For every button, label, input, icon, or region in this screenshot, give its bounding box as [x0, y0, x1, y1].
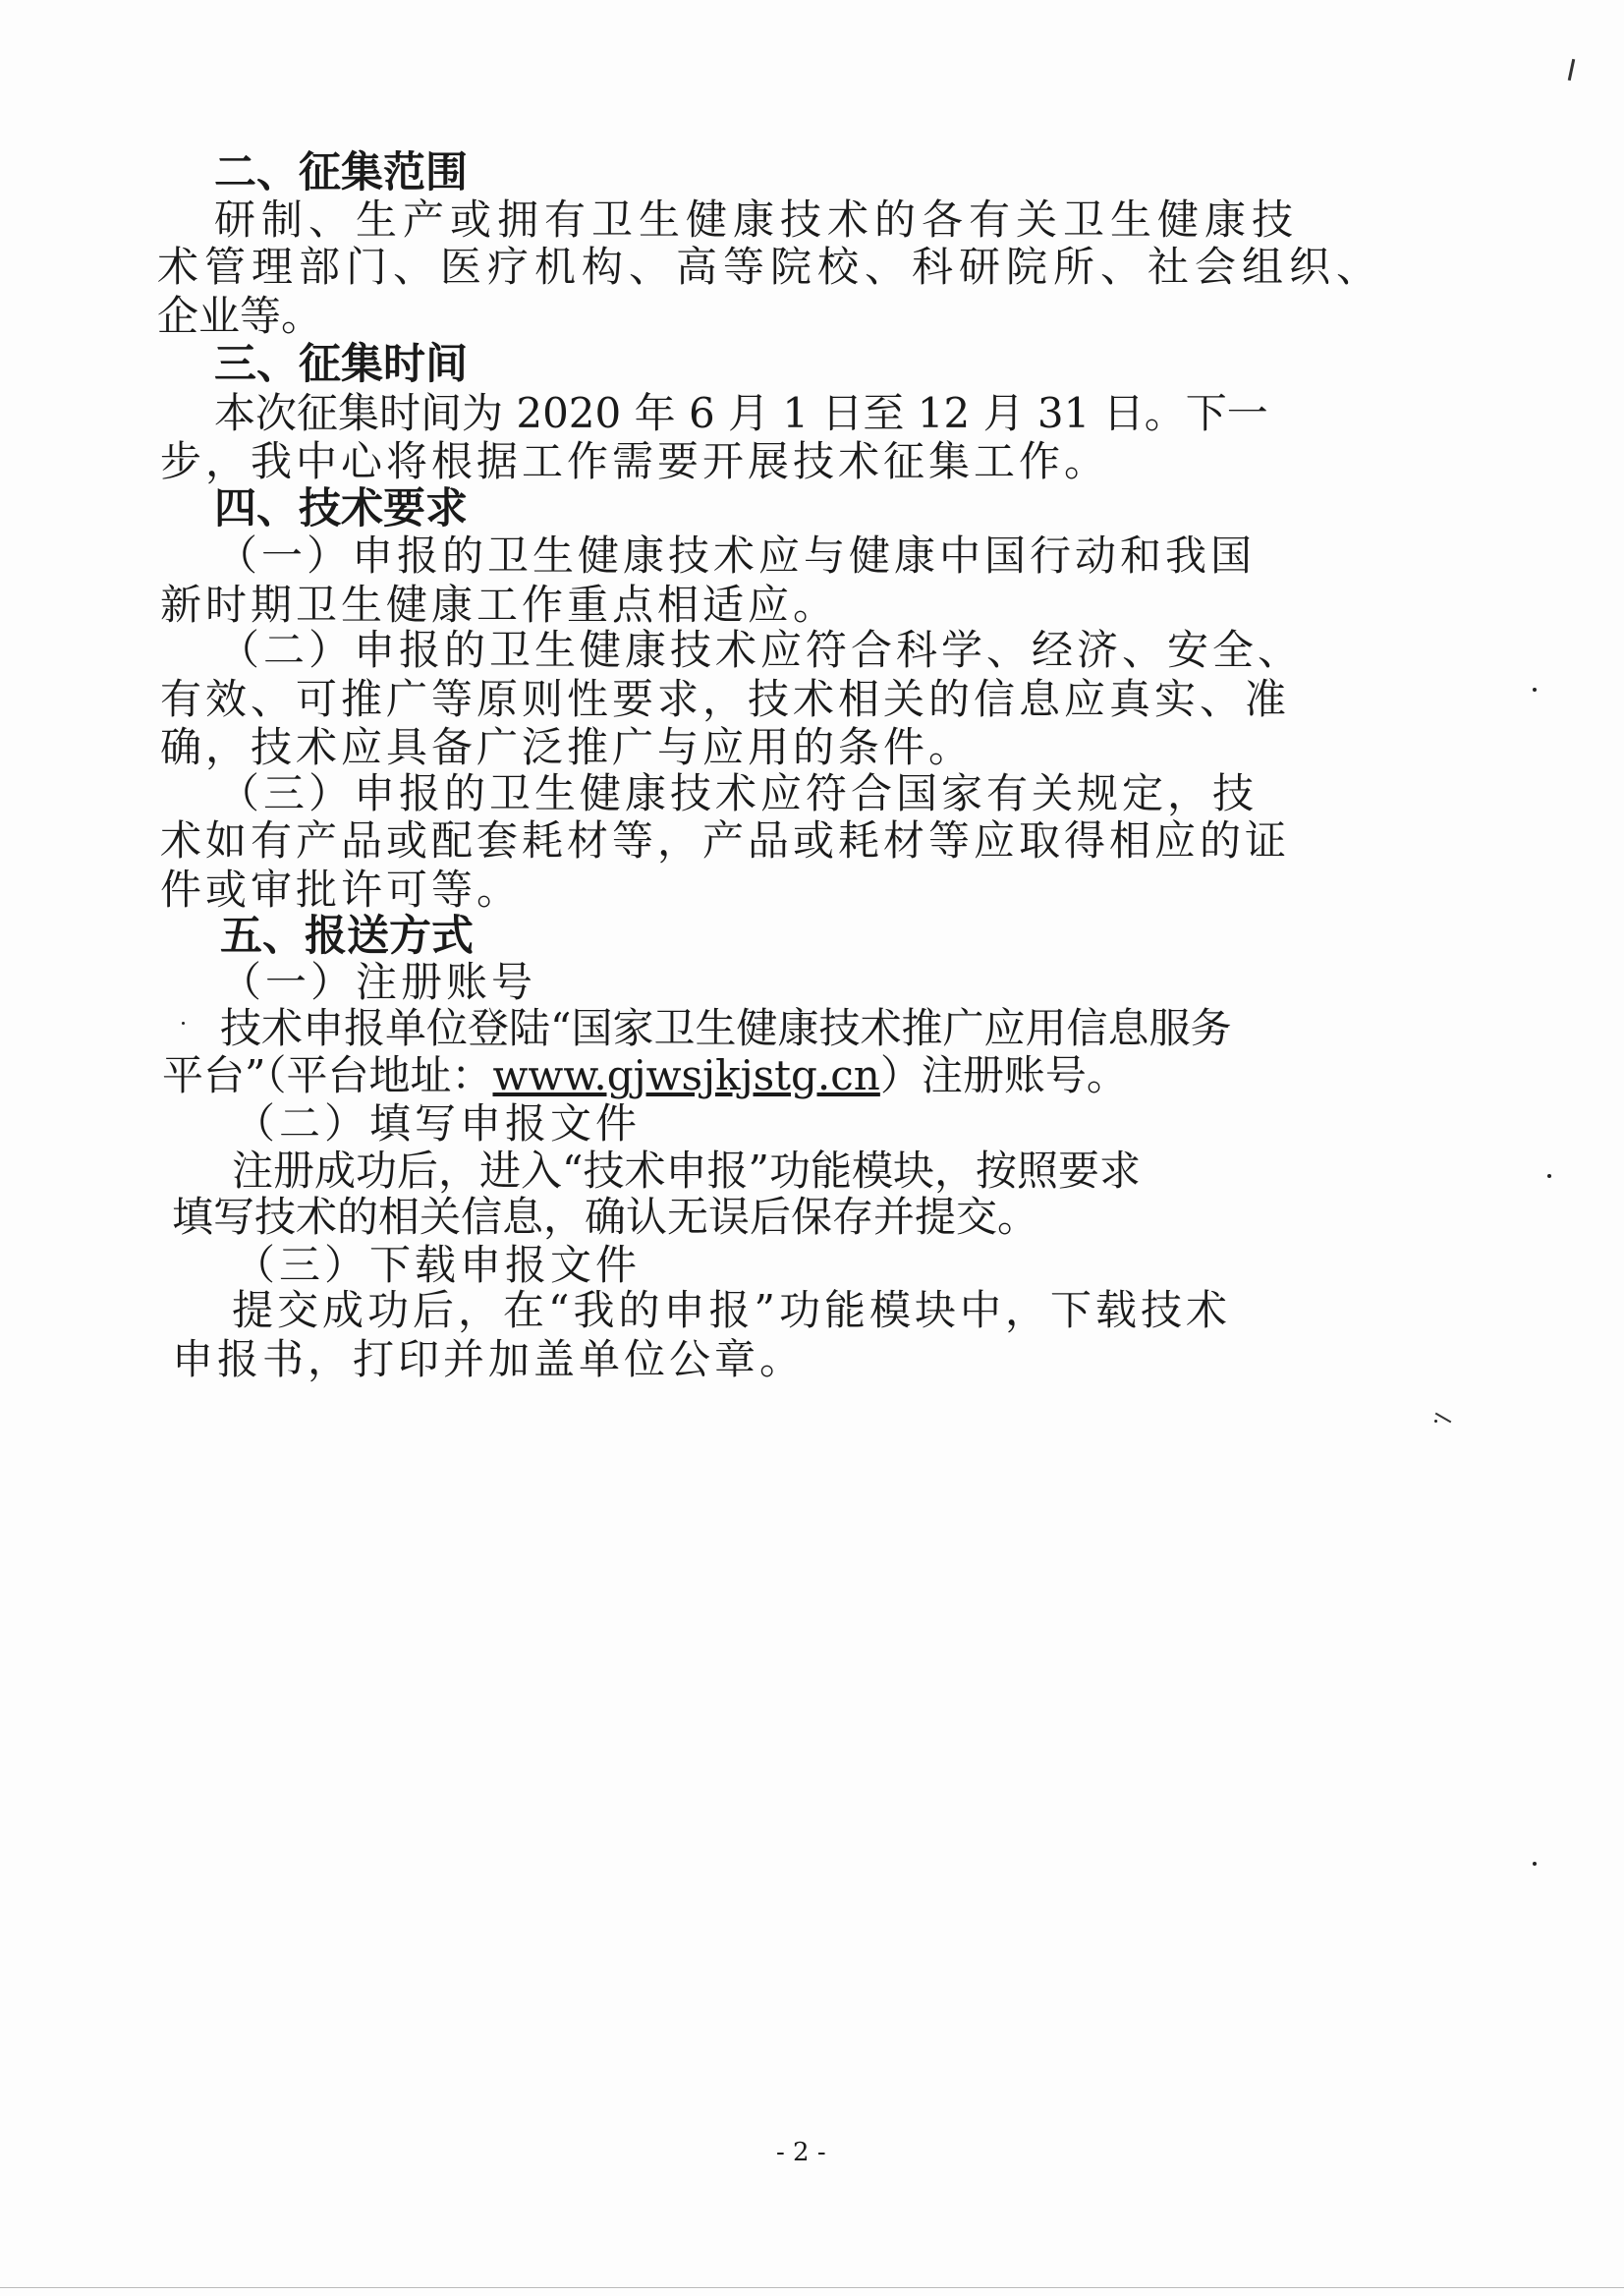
scan-speck [1533, 1862, 1537, 1866]
paragraph-text: 平台”（平台地址： [162, 1051, 493, 1099]
paragraph-line: 填写技术的相关信息，确认无误后保存并提交。 [172, 1193, 1039, 1241]
scan-speck [1434, 1420, 1437, 1423]
paragraph-line: 本次征集时间为 2020 年 6 月 1 日至 12 月 31 日。下一 [214, 389, 1268, 437]
subheading-download: （三）下载申报文件 [234, 1241, 642, 1289]
paragraph-line: 件或审批许可等。 [160, 866, 523, 914]
scan-edge [0, 2287, 1624, 2288]
paragraph-line: 新时期卫生健康工作重点相适应。 [160, 581, 839, 629]
paragraph-line: 提交成功后，在“我的申报”功能模块中，下载技术 [232, 1286, 1231, 1334]
section-heading-scope: 二、征集范围 [214, 148, 468, 197]
paragraph-line: （二）申报的卫生健康技术应符合科学、经济、安全、 [218, 626, 1304, 674]
paragraph-line: 步，我中心将根据工作需要开展技术征集工作。 [160, 437, 1110, 485]
paragraph-line: 注册成功后，进入“技术申报”功能模块，按照要求 [232, 1147, 1141, 1195]
subheading-fill-form: （二）填写申报文件 [234, 1099, 642, 1148]
paragraph-line: 术如有产品或配套耗材等，产品或耗材等应取得相应的证 [160, 816, 1291, 865]
scan-speck [1533, 688, 1537, 692]
paragraph-text: ）注册账号。 [879, 1051, 1128, 1099]
section-heading-time: 三、征集时间 [214, 340, 468, 389]
paragraph-line: 技术申报单位登陆“国家卫生健康技术推广应用信息服务 [220, 1004, 1232, 1052]
paragraph-line: 研制、生产或拥有卫生健康技术的各有关卫生健康技 [214, 196, 1300, 244]
section-heading-submission: 五、报送方式 [220, 912, 474, 961]
section-heading-requirements: 四、技术要求 [214, 484, 468, 533]
paragraph-line: 企业等。 [157, 292, 323, 340]
paragraph-line: 术管理部门、医疗机构、高等院校、科研院所、社会组织、 [157, 243, 1384, 291]
paragraph-line: 确，技术应具备广泛推广与应用的条件。 [160, 723, 975, 771]
paragraph-line [162, 1048, 1128, 1103]
scan-speck [182, 1022, 185, 1025]
scan-mark [1568, 59, 1576, 81]
page-number: - 2 - [776, 2138, 826, 2167]
paragraph-line: 申报书，打印并加盖单位公章。 [172, 1335, 806, 1383]
paragraph-line: 有效、可推广等原则性要求，技术相关的信息应真实、准 [160, 675, 1291, 723]
scan-speck [1547, 1174, 1551, 1178]
paragraph-line: （一）申报的卫生健康技术应与健康中国行动和我国 [216, 532, 1257, 580]
platform-url-link: www.gjwsjkjstg.cn [492, 1051, 880, 1099]
subheading-register: （一）注册账号 [220, 958, 537, 1006]
paragraph-line: （三）申报的卫生健康技术应符合国家有关规定，技 [218, 769, 1259, 817]
scan-mark [1435, 1413, 1452, 1424]
